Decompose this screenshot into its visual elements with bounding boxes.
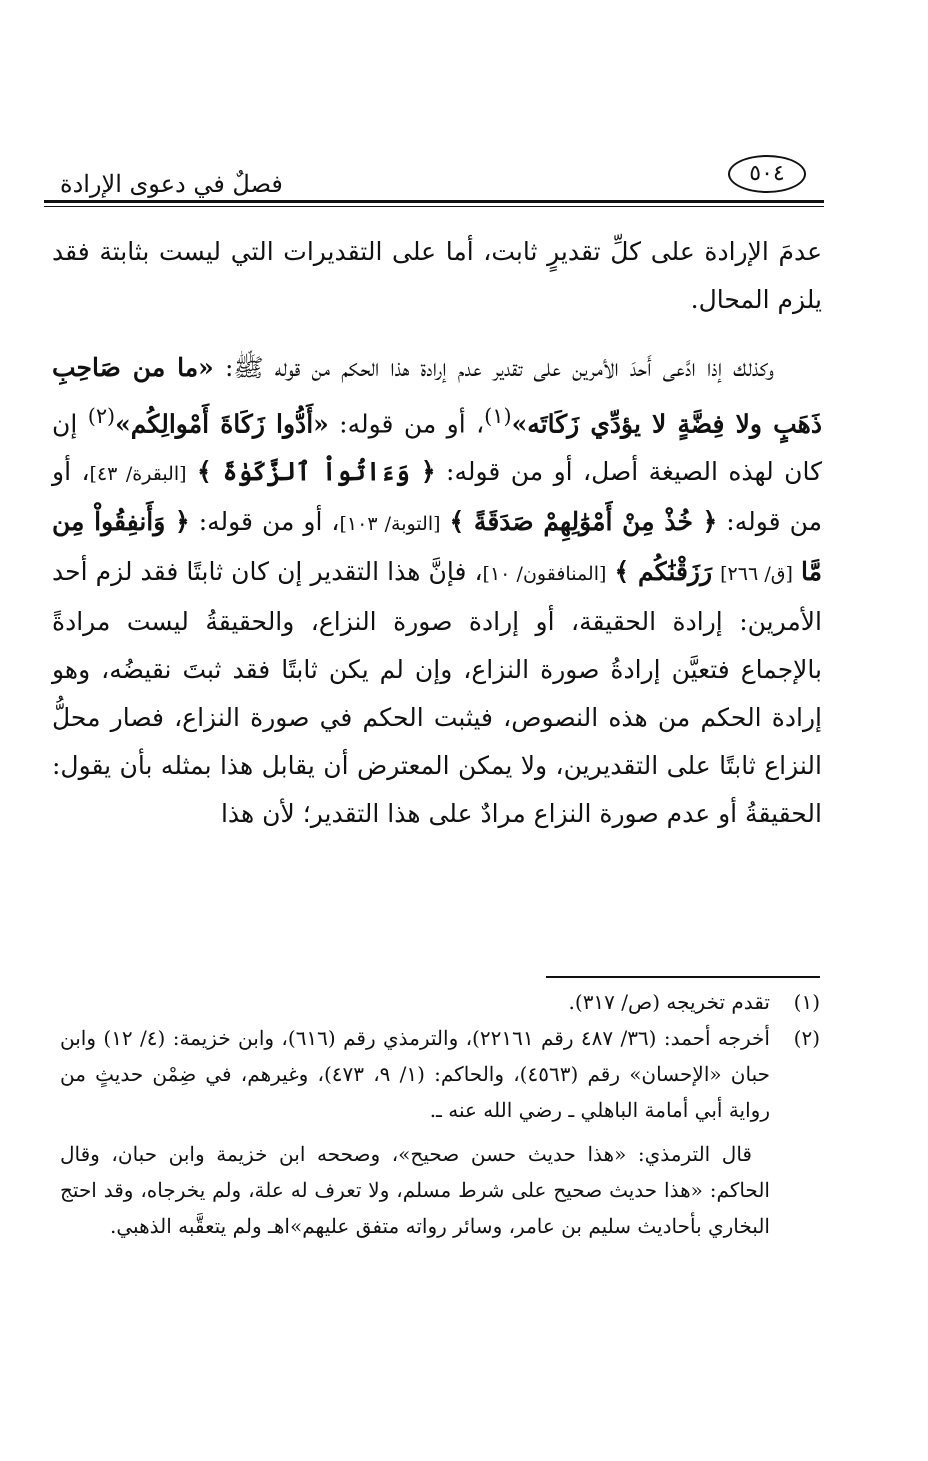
main-text (52, 228, 822, 838)
hadith-quote: «أَدُّوا زَكَاةَ أَمْوالِكُم» (115, 409, 329, 439)
footnote-2 (60, 1020, 820, 1128)
verse-reference: [ق/ ٢٦٦] (720, 563, 793, 586)
verse-reference: [المنافقون/ ١٠] (482, 563, 607, 586)
paragraph-1: عدمَ الإرادة على كلِّ تقديرٍ ثابت، أما على التقديرات التي ليست بثابتة فقد يلزم المحال. (52, 237, 822, 314)
footnote-number: (١) (793, 990, 820, 1014)
footnote-number: (٢) (793, 1026, 820, 1050)
footnote-separator (546, 976, 820, 978)
footnote-text: أخرجه أحمد: (٣٦/ ٤٨٧ رقم ٢٢١٦١)، والترمذي رقم (٦١٦)، وابن خزيمة: (٤/ ١٢) وابن حبان «الإحسان» رقم (٤٥٦٣)، والحاكم: (١/ ٩، ٤٧٣)، وغيرهم، في ضِمْن حديثٍ من رواية أبي أمامة الباهلي ـ رضي الله عنه ـ. (60, 1026, 770, 1122)
header-rule-thin (44, 206, 824, 207)
footnote-text: تقدم تخريجه (ص/ ٣١٧). (568, 990, 770, 1014)
text-span: ، أو من قوله: (328, 409, 485, 439)
header-title: فصلٌ في دعوى الإرادة (60, 170, 283, 198)
hadith-quote: «ما من صَاحِبِ ذَهَبٍ ولا فِضَّةٍ لا يؤدِّي زَكَاتَه» (52, 353, 822, 439)
text-span: ، فإنَّ هذا التقدير إن كان ثابتًا فقد لزم أحد الأمرين: إرادة الحقيقة، أو إرادة صورة النزاع، والحقيقةُ ليست مرادةً بالإجماع فتعيَّن إرادةُ صورة النزاع، وإن لم يكن ثابتًا فقد ثبتَ نقيضُه، وهو إرادة الحكم من هذه النصوص، فيثبت الحكم في صورة النزاع، فصار محلُّ النزاع ثابتًا على التقديرين، ولا يمكن المعترض أن يقابل هذا بمثله بأن يقول: الحقيقةُ أو عدم صورة النزاع مرادٌ على هذا التقدير؛ لأن هذا (52, 557, 822, 829)
text-span: وكذلك إذا ادَّعى أَحدَ الأمرين على تقدير عدم إرادة هذا الحكم من قوله ﷺ: (213, 353, 774, 382)
footnote-marker: (٢) (87, 404, 116, 428)
page-number: ٥٠٤ (728, 155, 806, 193)
quran-verse: ﴿ وَءَاتُواْ ٱلزَّكَوٰةَ ﴾ (196, 457, 436, 487)
text-span: إن كان لهذه الصيغة أصل، أو من قوله: (52, 409, 822, 487)
footnote-marker: (١) (484, 404, 512, 428)
paragraph-2 (52, 344, 822, 838)
verse-reference: [البقرة/ ٤٣] (89, 463, 187, 486)
footnotes (60, 984, 820, 1244)
quran-verse: رَزَقْنَٰكُم ﴾ (614, 557, 713, 587)
footnote-comment: قال الترمذي: «هذا حديث حسن صحيح»، وصححه ابن خزيمة وابن حبان، وقال الحاكم: «هذا حديث صحيح على شرط مسلم، ولا تعرف له علة، ولم يخرجاه، وقد احتج البخاري بأحاديث سليم بن عامر، وسائر رواته متفق عليهم»اهـ ولم يتعقَّبه الذهبي. (60, 1142, 770, 1238)
quran-verse: ﴿ خُذْ مِنْ أَمْوَٰلِهِمْ صَدَقَةً ﴾ (449, 507, 718, 537)
verse-reference: [التوبة/ ١٠٣] (339, 513, 441, 536)
footnote-1 (60, 984, 820, 1020)
text-span: ، أو من قوله: (189, 507, 340, 537)
header-rule (44, 200, 824, 203)
quran-verse: ﴿ وَأَنفِقُواْ مِن مَّا (52, 507, 822, 587)
text-span: ، أو من قوله: (52, 457, 823, 537)
